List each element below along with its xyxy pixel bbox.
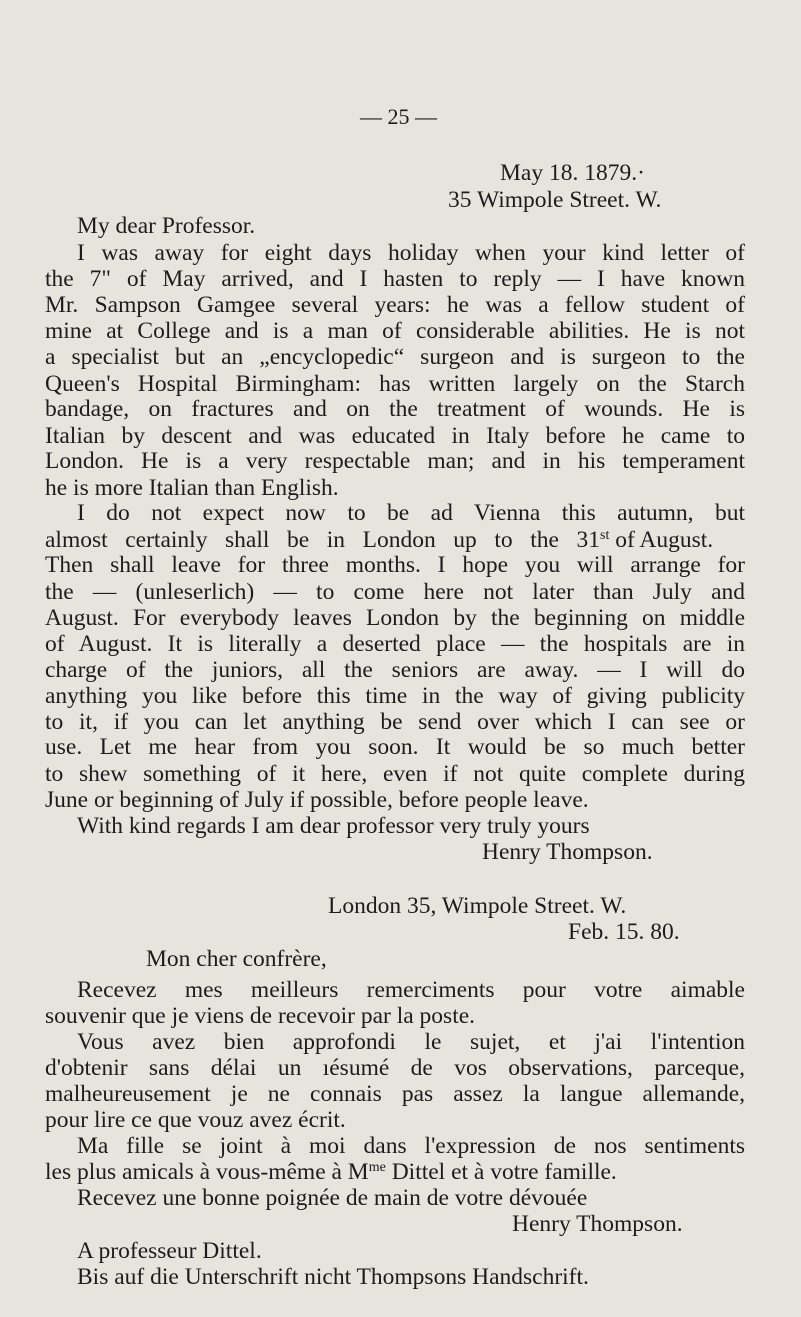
letter1-line: to shew something of it here, even if not quite complete during (45, 760, 745, 787)
footnote: Bis auf die Unterschrift nicht Thompsons Handschrift. (77, 1264, 589, 1290)
letter1-line: mine at College and is a man of considerable abilities. He is not (45, 317, 745, 344)
letter1-line: I do not expect now to be ad Vienna this autumn, but (77, 500, 745, 527)
letter2-line: d'obtenir sans délai un ıésumé de vos observations, parceque, (45, 1054, 745, 1081)
letter2-addressee: A professeur Dittel. (77, 1237, 262, 1264)
letter1-line-head: almost certainly shall be in London up to the 31 (45, 526, 600, 553)
letter1-address: 35 Wimpole Street. W. (448, 186, 662, 213)
letter1-line: he is more Italian than English. (45, 474, 339, 501)
letter1-line: to it, if you can let anything be send over which I can see or (45, 708, 745, 735)
superscript-me: me (368, 1160, 386, 1176)
letter1-line: bandage, on fractures and on the treatment of wounds. He is (45, 396, 745, 423)
letter2-line: souvenir que je viens de recevoir par la poste. (45, 1002, 476, 1029)
letter1-line: use. Let me hear from you soon. It would be so much better (45, 734, 745, 761)
letter1-line-tail: of August. (609, 526, 714, 553)
letter2-line: Vous avez bien approfondi le sujet, et j'ai l'intention (77, 1028, 745, 1055)
letter1-line: of August. It is literally a deserted place — the hospitals are in (45, 630, 745, 657)
letter1-line: August. For everybody leaves London by the beginning on middle (45, 604, 745, 631)
letter1-line: a specialist but an „encyclopedic“ surgeon and is surgeon to the (45, 344, 745, 371)
letter1-line: I was away for eight days holiday when your kind letter of (77, 240, 745, 267)
letter1-line: charge of the juniors, all the seniors are away. — I will do (45, 656, 745, 683)
letter1-line: June or beginning of July if possible, before people leave. (45, 787, 589, 814)
letter1-signature: Henry Thompson. (482, 839, 653, 866)
letter1-line: anything you like before this time in the way of giving publicity (45, 682, 745, 709)
letter2-line: Ma fille se joint à moi dans l'expression de nos sentiments (77, 1132, 745, 1159)
letter2-date: Feb. 15. 80. (568, 919, 680, 946)
letter1-date: May 18. 1879.· (500, 160, 645, 186)
letter1-salutation: My dear Professor. (77, 213, 256, 240)
letter2-closing: Recevez une bonne poignée de main de votre dévouée (77, 1184, 588, 1211)
letter1-closing: With kind regards I am dear professor very truly yours (77, 812, 590, 839)
letter2-line-tail: Dittel et à votre famille. (385, 1159, 617, 1186)
letter2-address: London 35, Wimpole Street. W. (328, 892, 627, 919)
letter2-line: pour lire ce que vouz avez écrit. (45, 1107, 346, 1134)
letter2-salutation: Mon cher confrère, (146, 945, 327, 972)
letter1-line: Queen's Hospital Birmingham: has written largely on the Starch (45, 370, 745, 397)
letter1-line: Then shall leave for three months. I hope you will arrange for (45, 552, 745, 579)
letter1-line: the — (unleserlich) — to come here not later than July and (45, 578, 745, 605)
letter2-line: malheureusement je ne connais pas assez la langue allemande, (45, 1080, 745, 1107)
letter1-line: the 7" of May arrived, and I hasten to reply — I have known (45, 265, 745, 292)
letter1-line: Mr. Sampson Gamgee several years: he was a fellow student of (45, 292, 745, 319)
letter2-line: Recevez mes meilleurs remerciments pour votre aimable (77, 977, 745, 1003)
superscript-st: st (600, 527, 610, 543)
letter2-line-head: les plus amicals à vous-même à M (45, 1159, 369, 1186)
letter1-line: London. He is a very respectable man; and in his temperament (45, 448, 745, 475)
letter2-signature: Henry Thompson. (512, 1211, 683, 1238)
letter1-line: Italian by descent and was educated in Italy before he came to (45, 422, 745, 449)
page-number: — 25 — (360, 104, 437, 129)
